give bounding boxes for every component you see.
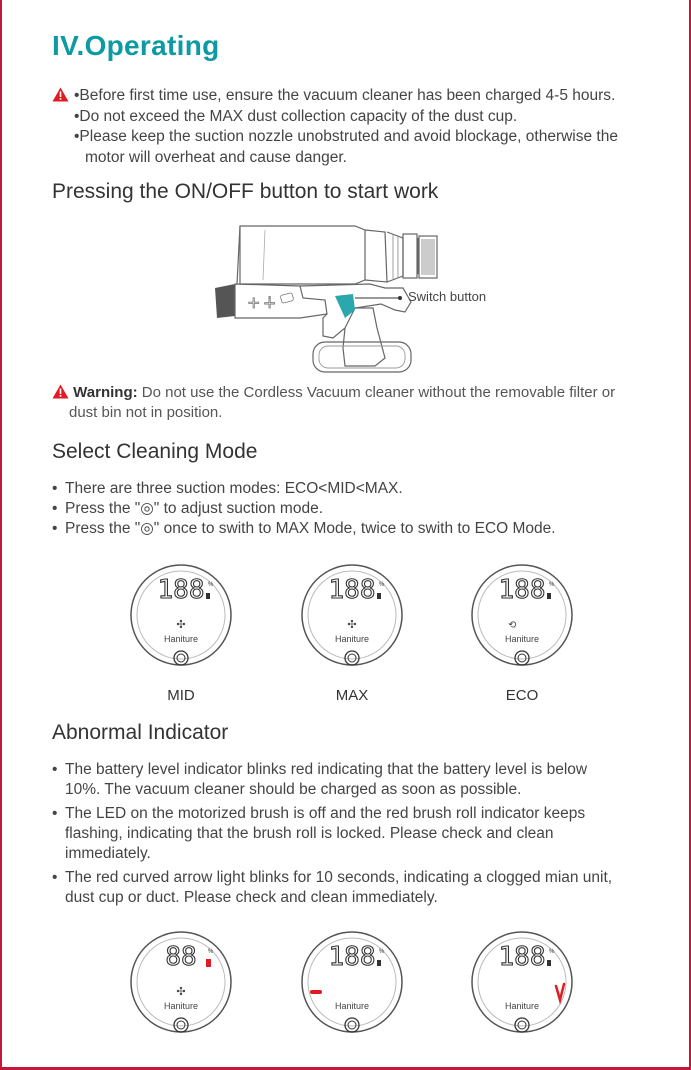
mode-button-icon bbox=[515, 1018, 529, 1032]
mode-label-mid: MID bbox=[167, 687, 195, 704]
heading-power: Pressing the ON/OFF button to start work bbox=[52, 180, 439, 203]
svg-text:+: + bbox=[247, 293, 261, 312]
battery-icon bbox=[547, 593, 551, 599]
heading-mode: Select Cleaning Mode bbox=[52, 440, 258, 463]
battery-alert-icon bbox=[206, 959, 211, 967]
warning-text: Do not use the Cordless Vacuum cleaner without the removable filter or bbox=[141, 384, 616, 401]
fan-icon: ✣ bbox=[176, 986, 186, 998]
list-item bbox=[52, 868, 672, 908]
battery-icon bbox=[206, 593, 210, 599]
percent-sign: % bbox=[379, 582, 385, 588]
brand-logo: Haniture bbox=[163, 1001, 199, 1011]
precaution-1: •Before first time use, ensure the vacuum cleaner has been charged 4-5 hours. bbox=[74, 87, 616, 104]
mode-button-icon bbox=[345, 1018, 359, 1032]
brand-logo: Haniture bbox=[334, 634, 370, 644]
bullet-line: • The red curved arrow light blinks for 10 seconds, indicating a clogged mian unit, bbox=[65, 869, 613, 886]
precaution-2: •Do not exceed the MAX dust collection capacity of the dust cup. bbox=[74, 107, 518, 125]
digit-readout: 188 bbox=[328, 942, 376, 972]
bullet-line: • The battery level indicator blinks red indicating that the battery level is below bbox=[65, 761, 588, 778]
precaution-3-cont: motor will overheat and cause danger. bbox=[85, 148, 347, 166]
display-panel-clogged bbox=[470, 930, 574, 1034]
digit-readout: 188 bbox=[498, 575, 546, 605]
section-title: IV.Operating bbox=[52, 30, 220, 61]
brush-roll-alert-icon bbox=[310, 990, 322, 994]
display-panel-eco bbox=[470, 563, 574, 667]
percent-sign: % bbox=[379, 949, 385, 955]
brand-logo: Haniture bbox=[163, 634, 199, 644]
warning-text-cont: dust bin not in position. bbox=[69, 404, 223, 421]
battery-icon bbox=[377, 593, 381, 599]
battery-icon bbox=[547, 960, 551, 966]
abnormal-bullets bbox=[52, 760, 672, 908]
warning-note bbox=[52, 383, 662, 423]
list-item bbox=[52, 760, 672, 800]
display-panel-low-battery bbox=[129, 930, 233, 1034]
percent-sign: % bbox=[208, 582, 214, 588]
heading-abnormal: Abnormal Indicator bbox=[52, 721, 229, 744]
percent-sign: % bbox=[549, 582, 555, 588]
warning-label: Warning: bbox=[73, 384, 138, 401]
digit-readout: 188 bbox=[157, 575, 205, 605]
display-panel-mid bbox=[129, 563, 233, 667]
mode-button-icon bbox=[174, 1018, 188, 1032]
bullet-line: dust cup or duct. Please check and clean immediately. bbox=[65, 889, 438, 906]
digit-readout: 188 bbox=[328, 575, 376, 605]
fan-icon: ✣ bbox=[176, 619, 186, 631]
precaution-3: •Please keep the suction nozzle unobstruted and avoid blockage, otherwise the bbox=[74, 128, 618, 145]
fan-icon: ⟲ bbox=[508, 620, 517, 631]
fan-icon: ✣ bbox=[347, 619, 357, 631]
list-item: • There are three suction modes: ECO<MID<MAX. bbox=[52, 479, 672, 499]
display-panel-brush-locked bbox=[300, 930, 404, 1034]
battery-icon bbox=[377, 960, 381, 966]
bullet-line: • The LED on the motorized brush is off and the red brush roll indicator keeps bbox=[65, 805, 586, 822]
mode-label-eco: ECO bbox=[505, 687, 539, 704]
brand-logo: Haniture bbox=[504, 1001, 540, 1011]
mode-button-icon bbox=[174, 651, 188, 665]
switch-button-callout: Switch button bbox=[408, 289, 487, 304]
brand-logo: Haniture bbox=[504, 634, 540, 644]
page-frame-left bbox=[0, 0, 2, 1070]
precautions bbox=[52, 86, 672, 168]
mode-button-icon bbox=[515, 651, 529, 665]
list-item bbox=[52, 804, 672, 864]
bullet-line: 10%. The vacuum cleaner should be charged as soon as possible. bbox=[65, 781, 522, 798]
display-panel-max bbox=[300, 563, 404, 667]
bullet-line: immediately. bbox=[65, 845, 151, 862]
digit-readout: 88 bbox=[165, 942, 197, 972]
mode-label-max: MAX bbox=[335, 687, 369, 704]
mode-bullets bbox=[52, 479, 672, 539]
percent-sign: % bbox=[208, 949, 214, 955]
warning-icon bbox=[52, 87, 69, 102]
brand-logo: Haniture bbox=[334, 1001, 370, 1011]
percent-sign: % bbox=[549, 949, 555, 955]
list-item: • Press the "◎" once to swith to MAX Mode, twice to swith to ECO Mode. bbox=[52, 519, 672, 539]
bullet-line: flashing, indicating that the brush roll is locked. Please check and clean bbox=[65, 825, 554, 842]
list-item: • Press the "◎" to adjust suction mode. bbox=[52, 499, 672, 519]
svg-text:∔: ∔ bbox=[263, 293, 277, 312]
digit-readout: 188 bbox=[498, 942, 546, 972]
mode-button-icon bbox=[345, 651, 359, 665]
warning-icon bbox=[52, 384, 69, 399]
